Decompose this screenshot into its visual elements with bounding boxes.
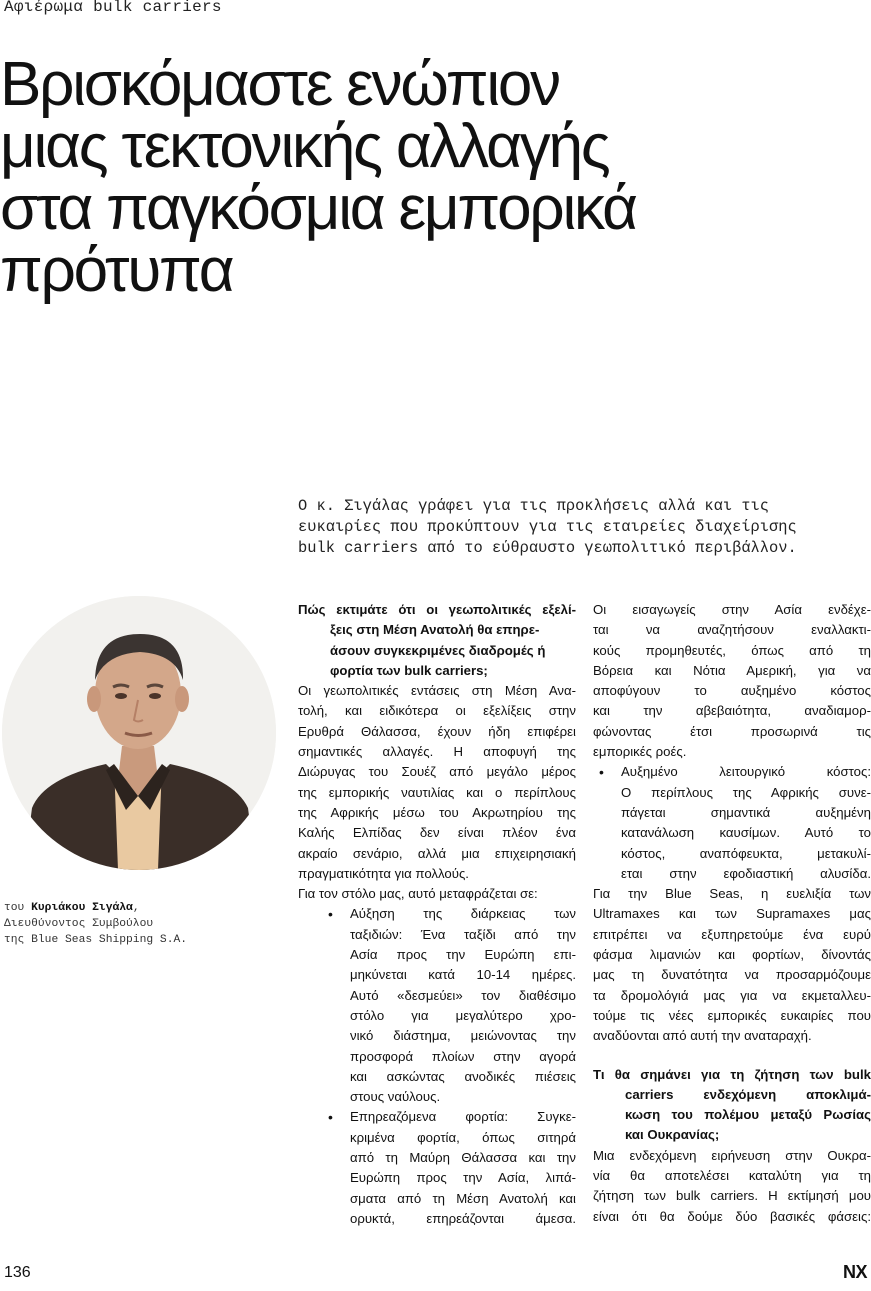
bullet-line: • Αύξηση της διάρκειας των [350, 904, 576, 924]
article-column-2 [593, 600, 871, 1227]
question-2 [593, 1065, 871, 1146]
bullet-operating-cost [621, 762, 871, 884]
lede [298, 496, 858, 559]
bullet-affected-cargoes [350, 1107, 576, 1229]
bullet-line: στους ναύλους. [350, 1089, 441, 1105]
question-line: κωση του πολέμου μεταξύ Ρωσίας [625, 1107, 871, 1123]
text-line: Οι εισαγωγείς στην Ασία ενδέχε- [593, 602, 871, 617]
text-line: τολή, και ειδικότερα οι εξελίξεις στην [298, 703, 576, 719]
bullet-line: εται στην εφοδιαστική αλυσίδα. [621, 865, 871, 881]
bullet-line: πάγεται σημαντικά αυξημένη [621, 804, 871, 820]
bullet-line: Ο περίπλους της Αφρικής συνε- [621, 784, 871, 800]
bullet-line: προσφορά πλοίων στην αγορά [350, 1048, 576, 1064]
text-line: Για την Blue Seas, η ευελιξία των [593, 886, 871, 902]
caption-prefix: του [4, 902, 25, 914]
text-line: ακραίο σενάριο, αλλά μια επιχειρησιακή [298, 845, 576, 861]
text-line: νία θα αποτελέσει καταλύτη για τη [593, 1168, 871, 1184]
text-line: Καλής Ελπίδας δεν είναι πλέον ένα [298, 825, 576, 841]
text-line: Βόρεια και Νότια Αμερική, για να [593, 662, 871, 678]
question-line: φορτία των bulk carriers; [330, 662, 488, 678]
question-line: carriers ενδεχόμενη αποκλιμά- [625, 1086, 871, 1102]
text-line: Οι γεωπολιτικές εντάσεις στη Μέση Ανα- [298, 683, 576, 699]
text-line: τα δρομολόγιά μας για να εκμεταλλευ- [593, 987, 871, 1003]
text-line: αποφύγουν το αυξημένο κόστος [593, 683, 871, 699]
text-line: Μια ενδεχόμενη ειρήνευση στην Ουκρα- [593, 1147, 871, 1163]
bullet-trip-duration [350, 904, 576, 1107]
blue-seas-paragraph [593, 884, 871, 1046]
bullet-line: από τη Μαύρη Θάλασσα και την [350, 1150, 576, 1166]
author-caption [4, 900, 234, 948]
bullet-line: κατανάλωση καυσίμων. Αυτό το [621, 825, 871, 841]
lede-line: ευκαιρίες που προκύπτουν για τις εταιρείες διαχείρισης [298, 518, 797, 536]
question-line: ξεις στη Μέση Ανατολή θα επηρε- [330, 622, 540, 638]
bullet-line: Αυτό «δεσμεύει» τον διαθέσιμο [350, 987, 576, 1003]
author-role: Διευθύνοντος Συμβούλου [4, 918, 154, 930]
bullet-line: κριμένα φορτία, όπως σιτηρά [350, 1129, 576, 1145]
text-line: φάσμα λιμανιών και φορτίων, δίνοντάς [593, 947, 871, 963]
text-line: σημαντικές αλλαγές. Η αποφυγή της [298, 744, 576, 760]
question-line: και Ουκρανίας; [625, 1127, 720, 1143]
headline [0, 50, 871, 305]
bullet-line: • Επηρεαζόμενα φορτία: Συγκε- [350, 1107, 576, 1127]
text-line: τούμε τις νέες εμπορικές ευκαιρίες που [593, 1007, 871, 1023]
bullet-line: • Αυξημένο λειτουργικό κόστος: [621, 762, 871, 782]
magazine-logo: NX [842, 1262, 867, 1282]
bullet-line: κόστος, αναπόφευκτα, μετακυλί- [621, 845, 871, 861]
author-portrait [2, 596, 276, 870]
author-name: Κυριάκου Σιγάλα [31, 902, 133, 914]
bullet-line: μηκύνεται κατά 10-14 ημέρες. [350, 967, 576, 983]
text-line: κούς προμηθευτές, όπως από τη [593, 642, 871, 658]
bullet-line: νικό διάστημα, μειώνοντας την [350, 1028, 576, 1044]
headline-line: μιας τεκτονικής αλλαγής [0, 112, 609, 181]
paragraph-gap [593, 1047, 871, 1065]
author-company: της Blue Seas Shipping S.A. [4, 934, 188, 946]
text-line: και την αβεβαιότητα, αναδιαμορ- [593, 703, 871, 719]
question-line: άσουν συγκεκριμένες διαδρομές ή [330, 642, 546, 658]
headline-line: πρότυπα [0, 236, 233, 305]
question-1 [298, 600, 576, 681]
text-line: Ερυθρά Θάλασσα, έχουν ήδη επιφέρει [298, 723, 576, 739]
text-line: Διώρυγας του Σουέζ από μεγάλο μέρος [298, 764, 576, 780]
page-number: 136 [4, 1264, 31, 1281]
bullet-line: ταξιδιών: Ένα ταξίδι από την [350, 926, 576, 942]
bullet-affected-cargoes-continued [593, 600, 871, 762]
bullet-line: Ασία προς την Ευρώπη επι- [350, 947, 576, 963]
text-line: πραγματικότητα για πολλούς. [298, 865, 469, 881]
text-line: επιτρέπει να εξυπηρετούμε ένα ευρύ [593, 926, 871, 942]
bullet-line: και ασκώντας ανοδικές πιέσεις [350, 1068, 576, 1084]
bullet-line: ορυκτά, επηρεάζονται άμεσα. [350, 1210, 576, 1226]
text-line: Ultramaxes και των Supramaxes μας [593, 906, 871, 922]
headline-line: στα παγκόσμια εμπορικά [0, 174, 636, 243]
text-line: ζήτηση των bulk carriers. Η εκτίμησή μου [593, 1188, 871, 1204]
text-line: εμπορικές ροές. [593, 744, 687, 760]
text-line: είναι ότι θα δούμε δύο βασικές φάσεις: [593, 1208, 871, 1224]
lede-line: Ο κ. Σιγάλας γράφει για τις προκλήσεις αλλά και τις [298, 497, 770, 515]
lede-line: bulk carriers από το εύθραυστο γεωπολιτικό περιβάλλον. [298, 539, 797, 557]
answer-1 [298, 681, 576, 884]
text-line: της εμπορικής ναυτιλίας και ο περίπλους [298, 784, 576, 800]
caption-name-line: του Κυριάκου Σιγάλα, [4, 902, 140, 914]
bullet-line: στόλο για μεγαλύτερο χρο- [350, 1007, 576, 1023]
text-line: φώνοντας έτσι προσωρινά τις [593, 723, 871, 739]
bullet-line: Ευρώπη προς την Ασία, λιπά- [350, 1170, 576, 1186]
bullet-line: σματα από τη Μέση Ανατολή και [350, 1190, 576, 1206]
answer-2 [593, 1146, 871, 1227]
text-line: μας τη δυνατότητα να προσαρμόζουμε [593, 967, 871, 983]
text-line: της Αφρικής μέσω του Ακρωτηρίου της [298, 804, 576, 820]
author-portrait-illustration [2, 596, 276, 870]
fleet-intro: Για τον στόλο μας, αυτό μεταφράζεται σε: [298, 886, 538, 902]
article-column-1 [298, 600, 576, 1229]
question-line: Τι θα σημάνει για τη ζήτηση των bulk [593, 1066, 871, 1082]
text-line: αναδύονται από αυτή την αναταραχή. [593, 1028, 812, 1044]
headline-line: Βρισκόμαστε ενώπιον [0, 50, 559, 119]
text-line: ται να αναζητήσουν εναλλακτι- [593, 622, 871, 638]
section-label: Αφιέρωμα bulk carriers [4, 0, 222, 16]
question-line: Πώς εκτιμάτε ότι οι γεωπολιτικές εξελί- [298, 602, 576, 617]
